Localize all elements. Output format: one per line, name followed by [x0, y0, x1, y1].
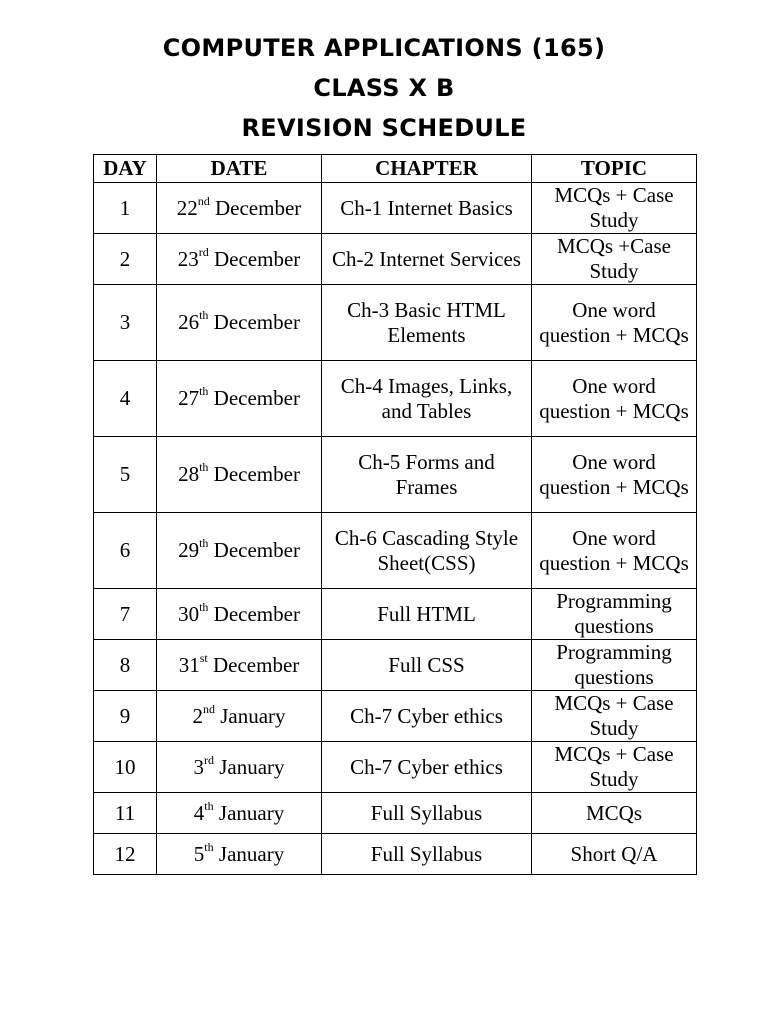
topic-cell: MCQs + Case Study	[532, 183, 697, 234]
date-suffix: th	[199, 599, 209, 614]
date-month: December	[213, 310, 300, 334]
date-month: December	[213, 462, 300, 486]
column-header-date: DATE	[157, 155, 322, 183]
date-number: 3	[193, 754, 204, 779]
day-cell: 11	[94, 793, 157, 834]
column-header-topic: TOPIC	[532, 155, 697, 183]
date-cell	[157, 742, 322, 793]
topic-cell: Short Q/A	[532, 834, 697, 875]
date-cell	[157, 589, 322, 640]
date-month: December	[213, 386, 300, 410]
table-row	[94, 834, 697, 875]
date-suffix: th	[199, 460, 209, 474]
date-suffix: rd	[198, 244, 209, 259]
date-number: 5	[193, 841, 205, 866]
date-month: December	[214, 195, 302, 220]
chapter-cell: Full HTML	[322, 589, 532, 640]
date-number: 30	[178, 601, 200, 626]
day-cell: 12	[94, 834, 157, 875]
table-row	[94, 513, 697, 589]
date-cell	[157, 640, 322, 691]
date-suffix: rd	[203, 752, 214, 767]
day-cell: 8	[94, 640, 157, 691]
date-suffix: nd	[197, 193, 210, 208]
date-number: 26	[178, 310, 200, 334]
topic-cell: One word question + MCQs	[532, 361, 697, 437]
date-cell	[157, 285, 322, 361]
table-row	[94, 589, 697, 640]
table-body	[94, 183, 697, 875]
date-month: January	[218, 800, 285, 825]
date-number: 4	[193, 800, 205, 825]
date-suffix: th	[199, 308, 209, 322]
day-cell: 3	[94, 285, 157, 361]
date-month: January	[220, 703, 286, 728]
date-month: December	[213, 538, 300, 562]
topic-cell: One word question + MCQs	[532, 513, 697, 589]
table-row	[94, 640, 697, 691]
date-month: December	[213, 601, 300, 626]
document-header	[0, 28, 768, 148]
topic-cell: Programming questions	[532, 640, 697, 691]
day-cell: 7	[94, 589, 157, 640]
topic-cell: One word question + MCQs	[532, 437, 697, 513]
chapter-cell: Ch-7 Cyber ethics	[322, 742, 532, 793]
day-cell: 6	[94, 513, 157, 589]
date-cell	[157, 437, 322, 513]
subject-title: COMPUTER APPLICATIONS (165)	[162, 34, 606, 62]
schedule-title: REVISION SCHEDULE	[241, 114, 527, 142]
class-title: CLASS X B	[313, 74, 455, 102]
day-cell: 5	[94, 437, 157, 513]
date-suffix: th	[204, 798, 214, 813]
table-row	[94, 183, 697, 234]
date-cell	[157, 361, 322, 437]
date-month: January	[218, 841, 285, 866]
chapter-cell: Ch-3 Basic HTML Elements	[322, 285, 532, 361]
chapter-cell: Full CSS	[322, 640, 532, 691]
day-cell: 9	[94, 691, 157, 742]
table-row	[94, 361, 697, 437]
chapter-cell: Full Syllabus	[322, 793, 532, 834]
date-number: 2	[192, 703, 203, 728]
table-row	[94, 691, 697, 742]
day-cell: 4	[94, 361, 157, 437]
revision-schedule-table	[93, 154, 697, 875]
date-suffix: th	[204, 839, 214, 854]
date-cell	[157, 691, 322, 742]
chapter-cell: Ch-7 Cyber ethics	[322, 691, 532, 742]
table-row	[94, 285, 697, 361]
day-cell: 10	[94, 742, 157, 793]
date-suffix: nd	[202, 701, 215, 716]
date-cell	[157, 513, 322, 589]
table-row	[94, 742, 697, 793]
date-month: December	[212, 652, 300, 677]
chapter-cell: Ch-5 Forms and Frames	[322, 437, 532, 513]
chapter-cell: Ch-1 Internet Basics	[322, 183, 532, 234]
column-header-day: DAY	[94, 155, 157, 183]
topic-cell: MCQs + Case Study	[532, 691, 697, 742]
table-row	[94, 437, 697, 513]
date-cell	[157, 183, 322, 234]
date-cell	[157, 234, 322, 285]
chapter-cell: Full Syllabus	[322, 834, 532, 875]
topic-cell: MCQs	[532, 793, 697, 834]
day-cell: 1	[94, 183, 157, 234]
date-number: 29	[178, 538, 200, 562]
date-cell	[157, 793, 322, 834]
date-number: 28	[178, 462, 200, 486]
date-cell	[157, 834, 322, 875]
table-row	[94, 234, 697, 285]
date-suffix: th	[199, 536, 209, 550]
date-suffix: th	[199, 384, 209, 398]
date-suffix: st	[199, 650, 208, 665]
topic-cell: MCQs +Case Study	[532, 234, 697, 285]
topic-cell: One word question + MCQs	[532, 285, 697, 361]
table-header-row	[94, 155, 697, 183]
day-cell: 2	[94, 234, 157, 285]
date-number: 23	[177, 246, 199, 271]
column-header-chapter: CHAPTER	[322, 155, 532, 183]
chapter-cell: Ch-4 Images, Links, and Tables	[322, 361, 532, 437]
date-month: December	[213, 246, 301, 271]
topic-cell: Programming questions	[532, 589, 697, 640]
table-row	[94, 793, 697, 834]
date-month: January	[219, 754, 285, 779]
date-number: 22	[176, 195, 198, 220]
date-number: 27	[178, 386, 200, 410]
chapter-cell: Ch-2 Internet Services	[322, 234, 532, 285]
topic-cell: MCQs + Case Study	[532, 742, 697, 793]
chapter-cell: Ch-6 Cascading Style Sheet(CSS)	[322, 513, 532, 589]
date-number: 31	[178, 652, 200, 677]
